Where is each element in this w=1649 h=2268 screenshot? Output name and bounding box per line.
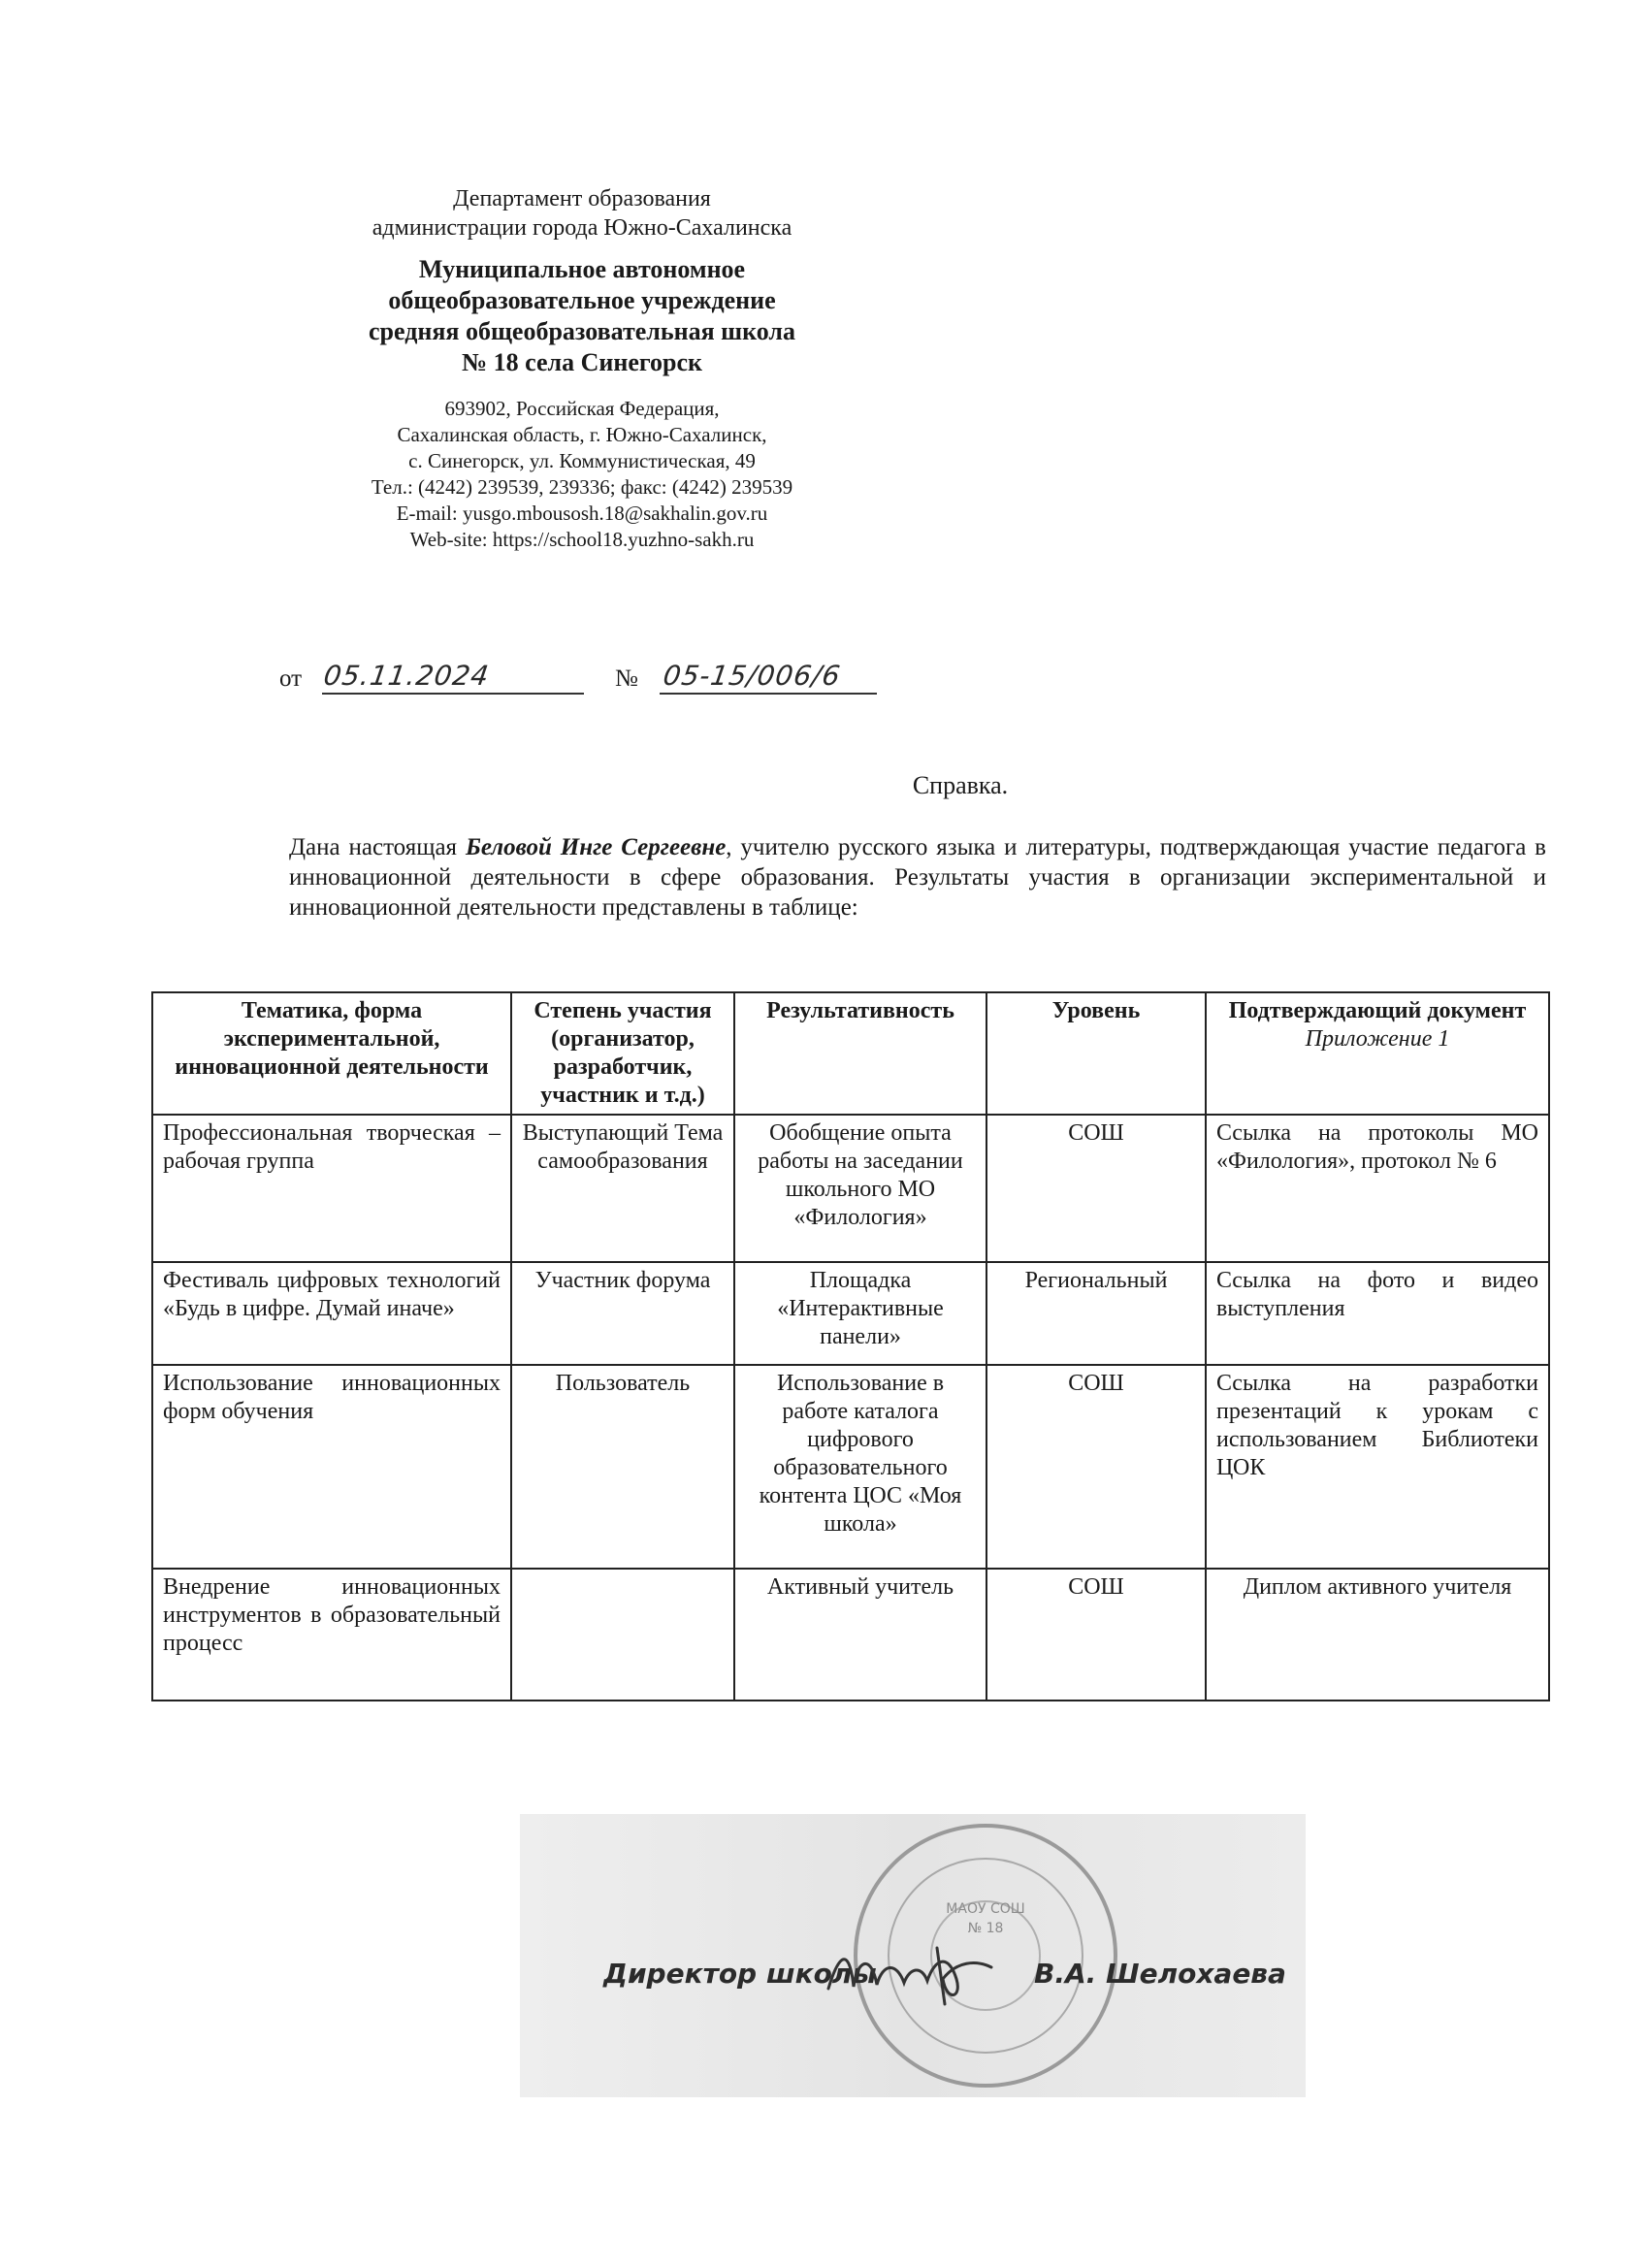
table-cell: СОШ (986, 1365, 1206, 1569)
document-title: Справка. (912, 771, 1009, 799)
table-cell: СОШ (986, 1569, 1206, 1701)
director-name: В.А. Шелохаева (1034, 1958, 1286, 1990)
address-line-1: 693902, Российская Федерация, (444, 397, 720, 420)
director-title: Директор школы (603, 1958, 877, 1990)
letterhead (291, 184, 873, 553)
number-underline (660, 693, 877, 695)
table-row (152, 1262, 1549, 1365)
address-line-2: Сахалинская область, г. Южно-Сахалинск, (397, 423, 767, 446)
table-cell: Ссылка на фото и видео выступления (1206, 1262, 1549, 1365)
school-name (291, 254, 873, 378)
signature-block (520, 1814, 1306, 2097)
table-cell (511, 1569, 734, 1701)
activities-table (151, 991, 1550, 1701)
table-cell: Региональный (986, 1262, 1206, 1365)
department-line-1: Департамент образования (453, 186, 711, 211)
table-cell: Использование в работе каталога цифрового образовательного контента ЦОС «Моя школа» (734, 1365, 986, 1569)
school-address (291, 396, 873, 553)
table-row (152, 1365, 1549, 1569)
department-line-2: администрации города Южно-Сахалинска (372, 215, 792, 241)
email-line: E-mail: yusgo.mbousosh.18@sakhalin.gov.ru (396, 502, 768, 525)
table-cell: Обобщение опыта работы на заседании школьного МО «Филология» (734, 1115, 986, 1262)
table-cell: Ссылка на разработки презентаций к урокам с использованием Библиотеки ЦОК (1206, 1365, 1549, 1569)
table-row (152, 1115, 1549, 1262)
handwritten-signature (821, 1940, 1015, 2008)
svg-text:№ 18: № 18 (967, 1921, 1004, 1936)
table-cell: Активный учитель (734, 1569, 986, 1701)
school-line-1: Муниципальное автономное (418, 255, 746, 283)
table-header-row (152, 992, 1549, 1115)
table-cell: Фестиваль цифровых технологий «Будь в цифре. Думай иначе» (152, 1262, 511, 1365)
date-label: от (279, 665, 303, 692)
header-participation: Степень участия (организатор, разработчик, участник и т.д.) (511, 992, 734, 1115)
registration-line (279, 658, 881, 700)
intro-end: , учителю русского языка и литературы, подтверждающая участие педагога в инновационной деятельности в сфере образования. Результаты участия в организации экспериментальной и инновационной деятельности представлены в таблице: (289, 834, 1546, 921)
intro-start: Дана настоящая (289, 834, 466, 860)
department-name (291, 184, 873, 243)
number-label: № (615, 665, 638, 692)
header-result: Результативность (734, 992, 986, 1115)
table-row (152, 1569, 1549, 1701)
phone-line: Тел.: (4242) 239539, 239336; факс: (4242) 239539 (371, 475, 793, 499)
handwritten-number: 05-15/006/6 (661, 660, 843, 692)
school-line-3: средняя общеобразовательная школа (369, 317, 795, 345)
table-cell: Пользователь (511, 1365, 734, 1569)
svg-text:МАОУ СОШ: МАОУ СОШ (946, 1901, 1025, 1917)
handwritten-date: 05.11.2024 (321, 660, 492, 692)
intro-paragraph (289, 832, 1546, 923)
table-cell: Внедрение инновационных инструментов в образовательный процесс (152, 1569, 511, 1701)
teacher-name: Беловой Инге Сергеевне (465, 834, 727, 860)
school-line-2: общеобразовательное учреждение (388, 286, 776, 314)
table-cell: Диплом активного учителя (1206, 1569, 1549, 1701)
table-cell: Участник форума (511, 1262, 734, 1365)
table-cell: Ссылка на протоколы МО «Филология», протокол № 6 (1206, 1115, 1549, 1262)
school-line-4: № 18 села Синегорск (461, 348, 703, 376)
table-cell: Площадка «Интерактивные панели» (734, 1262, 986, 1365)
date-underline (322, 693, 584, 695)
header-document-note: Приложение 1 (1305, 1026, 1450, 1052)
header-level: Уровень (986, 992, 1206, 1115)
website-line: Web-site: https://school18.yuzhno-sakh.ru (409, 528, 755, 551)
address-line-3: с. Синегорск, ул. Коммунистическая, 49 (408, 449, 756, 472)
table-cell: Профессиональная творческая – рабочая группа (152, 1115, 511, 1262)
header-document-label: Подтверждающий документ (1228, 998, 1527, 1023)
table-cell: Выступающий Тема самообразования (511, 1115, 734, 1262)
table-cell: Использование инновационных форм обучения (152, 1365, 511, 1569)
table-cell: СОШ (986, 1115, 1206, 1262)
header-document (1206, 992, 1549, 1115)
header-topic: Тематика, форма экспериментальной, инновационной деятельности (152, 992, 511, 1115)
